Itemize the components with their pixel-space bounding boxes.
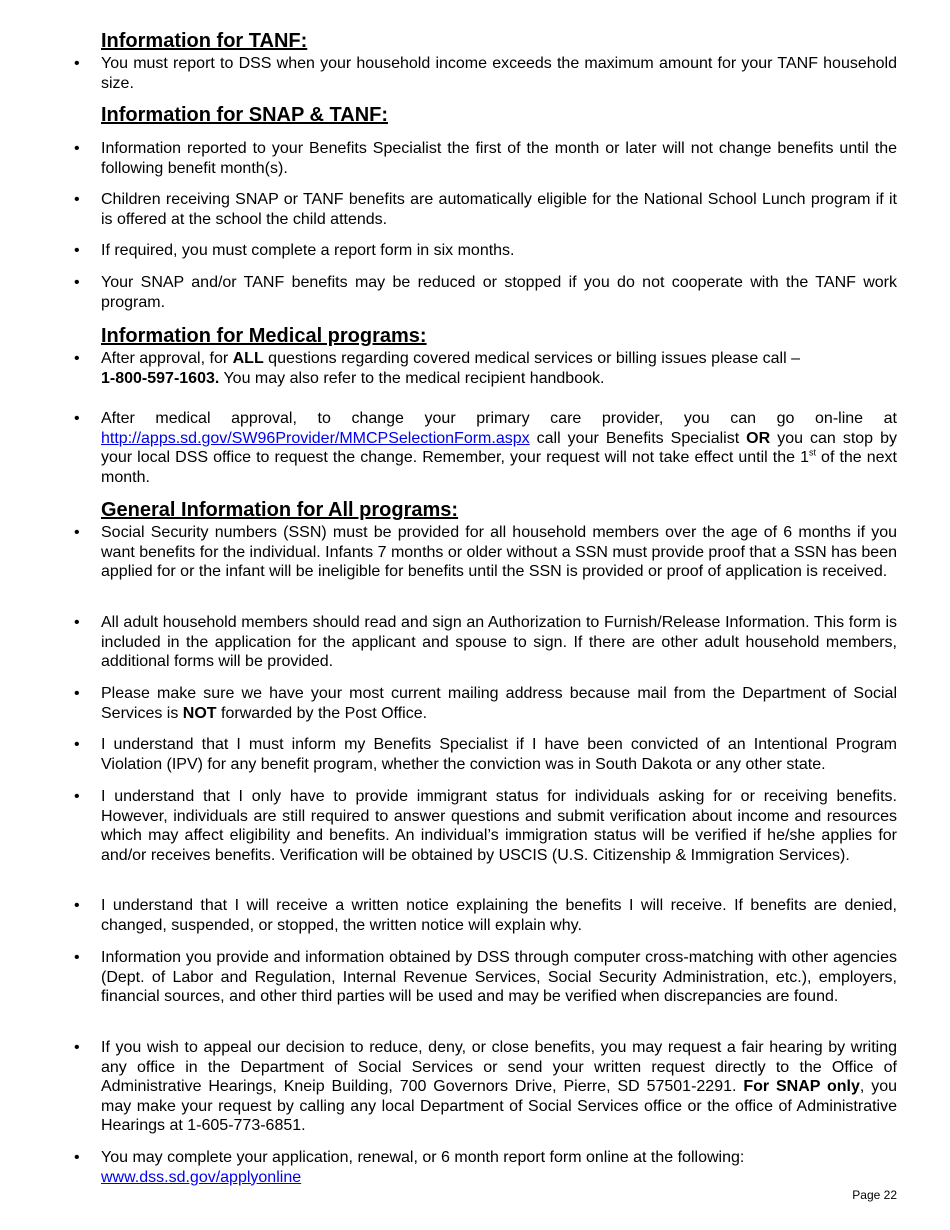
text: If you wish to appeal our decision to reduce, deny, or close benefits, you may request a fair hearing by writing any office in the Department of Social Services or send your written request directly to the Office of Administrative Hearings, Kneip Building, 700 Governors Drive, Pierre, SD 57501-2291. (101, 1039, 897, 1096)
list-item: • You must report to DSS when your household income exceeds the maximum amount for your TANF household size. (101, 54, 897, 93)
heading-snap-tanf: Information for SNAP & TANF: (101, 104, 389, 126)
page-number: Page 22 (852, 1188, 897, 1202)
list-item: • Information reported to your Benefits Specialist the first of the month or later will not change benefits until the following benefit month(s). (101, 139, 897, 178)
text: Please make sure we have your most current mailing address because mail from the Department of Social Services is (101, 685, 897, 722)
list-item (101, 409, 897, 487)
provider-selection-link[interactable]: http://apps.sd.gov/SW96Provider/MMCPSelectionForm.aspx (101, 429, 530, 447)
text: After approval, for (101, 350, 233, 367)
bold-text: OR (746, 429, 771, 447)
text: questions regarding covered medical services or billing issues please call – (263, 350, 801, 367)
text: , you may make your request by calling any local Department of Social Services office or the office of Administrative Hearings at 1-605-773-6851. (101, 1078, 898, 1135)
heading-medical: Information for Medical programs: (101, 325, 427, 347)
text: call your Benefits Specialist (529, 429, 747, 447)
bold-text: NOT (182, 704, 217, 722)
text: You may also refer to the medical recipient handbook. (219, 369, 605, 387)
list-item (101, 349, 897, 388)
list-item: • Your SNAP and/or TANF benefits may be reduced or stopped if you do not cooperate with the TANF work program. (101, 273, 897, 312)
list-item: • Children receiving SNAP or TANF benefits are automatically eligible for the National School Lunch program if it is offered at the school the child attends. (101, 190, 897, 229)
text: forwarded by the Post Office. (216, 704, 428, 722)
heading-general: General Information for All programs: (101, 499, 459, 521)
text: of the next month. (101, 449, 897, 486)
list-item (101, 1148, 897, 1187)
bold-text: ALL (232, 350, 264, 367)
list-item: • Social Security numbers (SSN) must be provided for all household members over the age of 6 months if you want benefits for the individual. Infants 7 months or older without a SSN must provide proof that a SSN has been applied for or the infant will be ineligible for benefits until the SSN is provided or proof of application is received. (101, 523, 897, 582)
list-item: • If required, you must complete a report form in six months. (101, 241, 897, 261)
list-item: • All adult household members should read and sign an Authorization to Furnish/Release Information. This form is included in the application for the applicant and spouse to sign. If there are other adult household members, additional forms will be provided. (101, 613, 897, 672)
bold-text: For SNAP only (743, 1078, 860, 1096)
list-item: • Information you provide and information obtained by DSS through computer cross-matching with other agencies (Dept. of Labor and Regulation, Internal Revenue Services, Social Security Administration, etc.), employers, financial sources, and other third parties will be used and may be verified when discrepancies are found. (101, 948, 897, 1007)
apply-online-link[interactable]: www.dss.sd.gov/applyonline (101, 1168, 302, 1186)
list-item: • I understand that I must inform my Benefits Specialist if I have been convicted of an Intentional Program Violation (IPV) for any benefit program, whether the conviction was in South Dakota or any other state. (101, 735, 897, 774)
list-item (101, 684, 897, 723)
text: After medical approval, to change your primary care provider, you can go on-line at (101, 410, 897, 427)
list-item: • I understand that I will receive a written notice explaining the benefits I will receive. If benefits are denied, changed, suspended, or stopped, the written notice will explain why. (101, 896, 897, 935)
text: You may complete your application, renewal, or 6 month report form online at the following: (101, 1149, 745, 1166)
list-item (101, 1038, 897, 1136)
superscript: st (808, 447, 816, 458)
phone-number: 1-800-597-1603. (101, 369, 220, 387)
heading-tanf: Information for TANF: (101, 30, 308, 52)
list-item: • I understand that I only have to provide immigrant status for individuals asking for or receiving benefits. However, individuals are still required to answer questions and submit verification about income and resources which may affect eligibility and benefits. An individual’s immigration status will be verified if he/she applies for and/or receives benefits. Verification will be obtained by USCIS (U.S. Citizenship & Immigration Services). (101, 787, 897, 865)
text: you can stop by your local DSS office to request the change. Remember, your request will not take effect until the 1 (101, 429, 897, 467)
